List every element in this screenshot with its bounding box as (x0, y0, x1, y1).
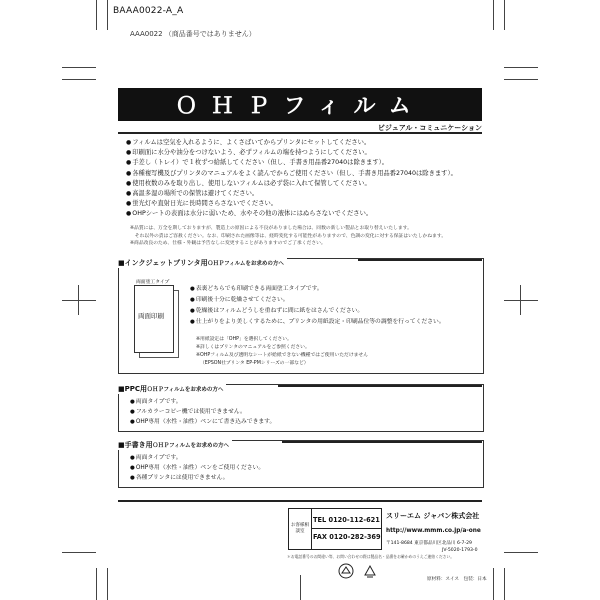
website-url: http://www.mmm.co.jp/a-one (386, 528, 481, 534)
contact-label: お客様相談室 (289, 509, 312, 549)
crop-mark-bl-v (96, 568, 97, 600)
title-banner: ＯＨＰフィルム (118, 88, 482, 121)
fax-number: FAX 0120-282-369 (313, 533, 381, 541)
list-item: ● 表裏どちらでも印刷できる両面塗工タイプです。 (190, 283, 323, 292)
crop-mark-tl-h2 (62, 79, 96, 80)
small-note: ※OHPフィルム及び透明なシートが給紙できない機種ではご使用いただけません (196, 353, 369, 358)
print-note: ＊お電話番号のお間違い等、お問い合わせの際は製品名・品番をお確かめのうえご連絡ください。 (287, 554, 455, 559)
section-heading (118, 258, 287, 268)
contact-divider (311, 528, 381, 529)
crop-mark-bl-h (62, 552, 96, 553)
list-item: ● 高温多湿の場所での保管は避けてください。 (126, 189, 482, 199)
plastic-mark-icon (362, 563, 378, 579)
list-item: ● 各種プリンタには使用できません。 (130, 472, 228, 481)
list-item: ● フルカラーコピー機では使用できません。 (130, 406, 246, 415)
list-item: ● OHP専用（水性・油性）ペンにて書き込みできます。 (130, 416, 275, 425)
divider (118, 132, 482, 134)
crop-mark-mr (504, 300, 538, 301)
list-item: ● 蛍光灯や直射日光に長時間さらさないでください。 (126, 199, 482, 209)
title-subtitle: ビジュアル・コミュニケーション (377, 124, 482, 132)
crop-mark-tr-h2 (504, 79, 538, 80)
list-item: ● 印刷後十分に乾燥させてください。 (190, 294, 289, 303)
doc-code: BAAA0022-A_A (113, 6, 184, 16)
jv-code: JV-5020-1793-0 (442, 548, 478, 553)
section-rule (278, 385, 482, 387)
list-item: ● 乾燥後はフィルムどうしを重ねずに間に紙をはさんでください。 (190, 305, 363, 314)
list-item: ● 各種複写機及びプリンタのマニュアルをよく読んでからご使用ください（但し、手書き用品番27040は除きます）。 (126, 169, 482, 179)
crop-mark-tl-v (96, 0, 97, 30)
crop-mark-ml (62, 300, 96, 301)
list-item: ● 仕上がりをより美しくするために、プリンタの用紙設定・印刷品位等の調整を行ってください。 (190, 316, 445, 325)
recycle-mark-icon (338, 563, 354, 579)
list-item: ● OHPシートの表面は水分に弱いため、水やその他の液体にはぬらさないでください。 (126, 209, 482, 219)
section-heading (118, 440, 232, 450)
note: それ以外の責はご容赦ください。なお、印刷された画像等は、経時変化する可能性がありますので、色調の変化に対する保証はいたしかねます。 (130, 233, 447, 239)
crop-mark-br-h (504, 552, 538, 553)
crop-mark-ml-v (78, 285, 79, 315)
notes (130, 225, 480, 248)
address: 〒141-8684 東京都品川区北品川 6-7-29 (386, 541, 472, 546)
list-item: ● フィルムは空気を入れるように、よくさばいてからプリンタにセットしてください。 (126, 138, 482, 148)
crop-mark-tl-h (62, 67, 96, 68)
crop-mark-tr-h (504, 67, 538, 68)
crop-mark-bc-v (300, 575, 301, 600)
section-heading-sub: ＯＨＰフィルムをお求めの方へ (207, 261, 284, 267)
section-heading (118, 384, 226, 394)
crop-mark-bl-v2 (107, 568, 108, 600)
caution-list (126, 138, 482, 220)
small-note: ※用紙設定は「OHP」を選択してください。 (196, 337, 292, 342)
list-item: ● 両面タイプです。 (130, 452, 182, 461)
list-item: ● 印刷面に水分や油分をつけないよう、必ずフィルムの端を持つようにしてください。 (126, 148, 482, 158)
note: ※商品改良のため、仕様・外観は予告なしに変更することがありますのでご了承ください。 (130, 241, 326, 246)
crop-mark-br-v (493, 568, 494, 600)
crop-mark-mr-v (520, 285, 521, 315)
list-item: ● OHP専用（水性・油性）ペンをご使用ください。 (130, 462, 264, 471)
crop-mark-tl-v2 (107, 0, 108, 30)
section-heading-main: ■手書き用 (118, 441, 153, 449)
sub-code: AAA0022 （商品番号ではありません） (130, 30, 256, 38)
list-item: ● 使用枚数のみを取り出し、使用しないフィルムは必ず袋に入れて保管してください。 (126, 179, 482, 189)
small-note: ※詳しくはプリンタのマニュアルをご参照ください。 (196, 345, 310, 350)
note: ※品質には、万全を期しておりますが、製造上の原因による不良がありました場合は、同数の新しい製品とお取り替えいたします。 (130, 226, 412, 231)
crop-mark-tr-v (493, 0, 494, 30)
section-heading-main: ■インクジェットプリンタ用 (118, 259, 208, 267)
small-note: （EPSON社プリンタ EP-PMシリーズの一部など） (200, 361, 309, 366)
crop-mark-tr-v2 (504, 0, 505, 30)
footer-divider (118, 500, 482, 502)
card-text: 両面印刷 (138, 312, 164, 320)
origin-info: 原材料：スイス 包装：日本 (427, 577, 487, 582)
section-heading-sub: ＯＨＰフィルムをお求めの方へ (152, 443, 229, 449)
card-label: 両面塗工タイプ (136, 280, 170, 285)
section-rule (358, 259, 482, 261)
list-item: ● 両面タイプです。 (130, 396, 182, 405)
section-rule (282, 441, 482, 443)
tel-number: TEL 0120-112-621 (313, 516, 380, 524)
section-heading-main: ■PPC用 (118, 385, 148, 393)
list-item: ● 手差し（トレイ）で１枚ずつ給紙してください（但し、手書き用品番27040は除きます）。 (126, 158, 482, 168)
section-heading-sub: ＯＨＰフィルムをお求めの方へ (147, 387, 224, 393)
company-name: スリーエム ジャパン株式会社 (386, 512, 480, 520)
crop-mark-br-v2 (504, 568, 505, 600)
contact-box (288, 508, 382, 550)
